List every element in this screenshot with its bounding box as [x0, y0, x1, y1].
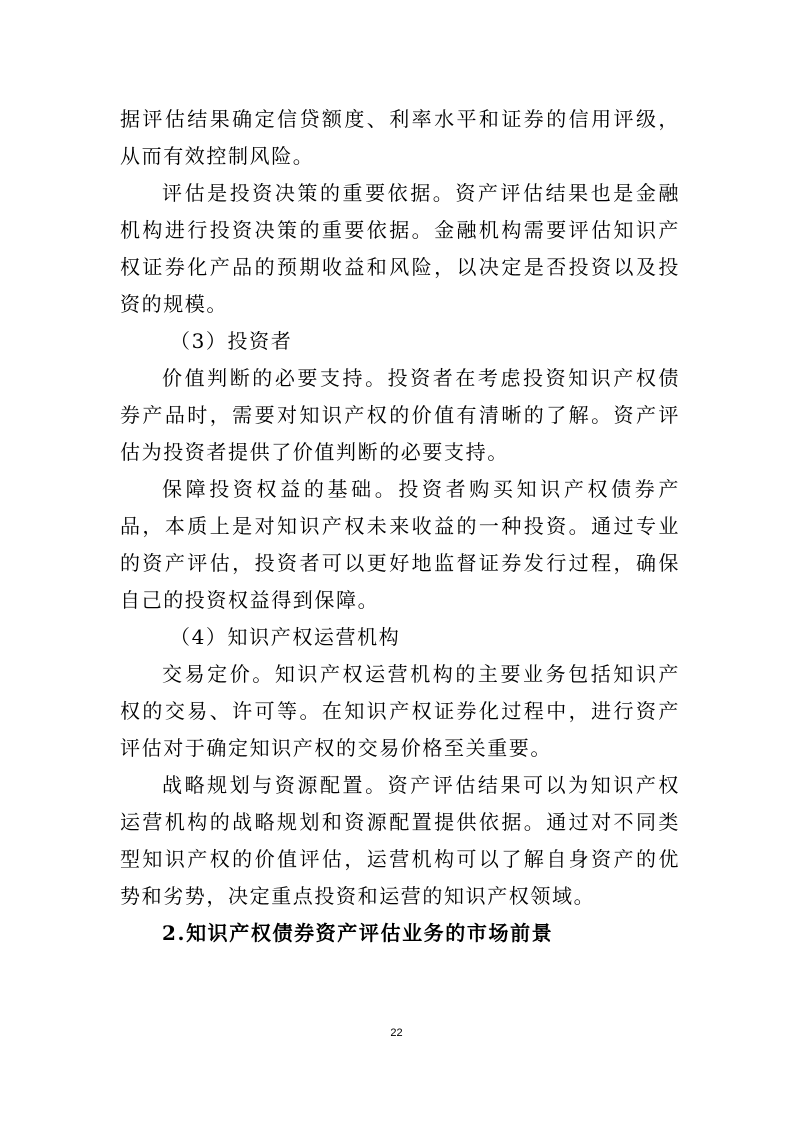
subheading-investors: （3）投资者 [170, 329, 293, 353]
paragraph-strategic-planning: 战略规划与资源配置。资产评估结果可以为知识产权运营机构的战略规划和资源配置提供依据。通过对不同类型知识产权的价值评估，运营机构可以了解自身资产的优势和劣势，决定重点投资和运营的知识产权领域。 [120, 773, 680, 908]
paragraph-value-judgment: 价值判断的必要支持。投资者在考虑投资知识产权债券产品时，需要对知识产权的价值有清晰的了解。资产评估为投资者提供了价值判断的必要支持。 [120, 366, 680, 464]
paragraph-credit-risk: 据评估结果确定信贷额度、利率水平和证券的信用评级，从而有效控制风险。 [120, 107, 680, 168]
page-number: 22 [390, 1027, 403, 1039]
paragraph-investment-rights: 保障投资权益的基础。投资者购买知识产权债券产品，本质上是对知识产权未来收益的一种投资。通过专业的资产评估，投资者可以更好地监督证券发行过程，确保自己的投资权益得到保障。 [120, 477, 680, 612]
page-content [120, 101, 680, 952]
subheading-ip-operators: （4）知识产权运营机构 [170, 625, 401, 649]
section-heading-market-prospects: 2.知识产权债券资产评估业务的市场前景 [162, 921, 554, 945]
paragraph-transaction-pricing: 交易定价。知识产权运营机构的主要业务包括知识产权的交易、许可等。在知识产权证券化过程中，进行资产评估对于确定知识产权的交易价格至关重要。 [120, 662, 680, 760]
paragraph-investment-decision: 评估是投资决策的重要依据。资产评估结果也是金融机构进行投资决策的重要依据。金融机构需要评估知识产权证券化产品的预期收益和风险，以决定是否投资以及投资的规模。 [120, 181, 680, 316]
